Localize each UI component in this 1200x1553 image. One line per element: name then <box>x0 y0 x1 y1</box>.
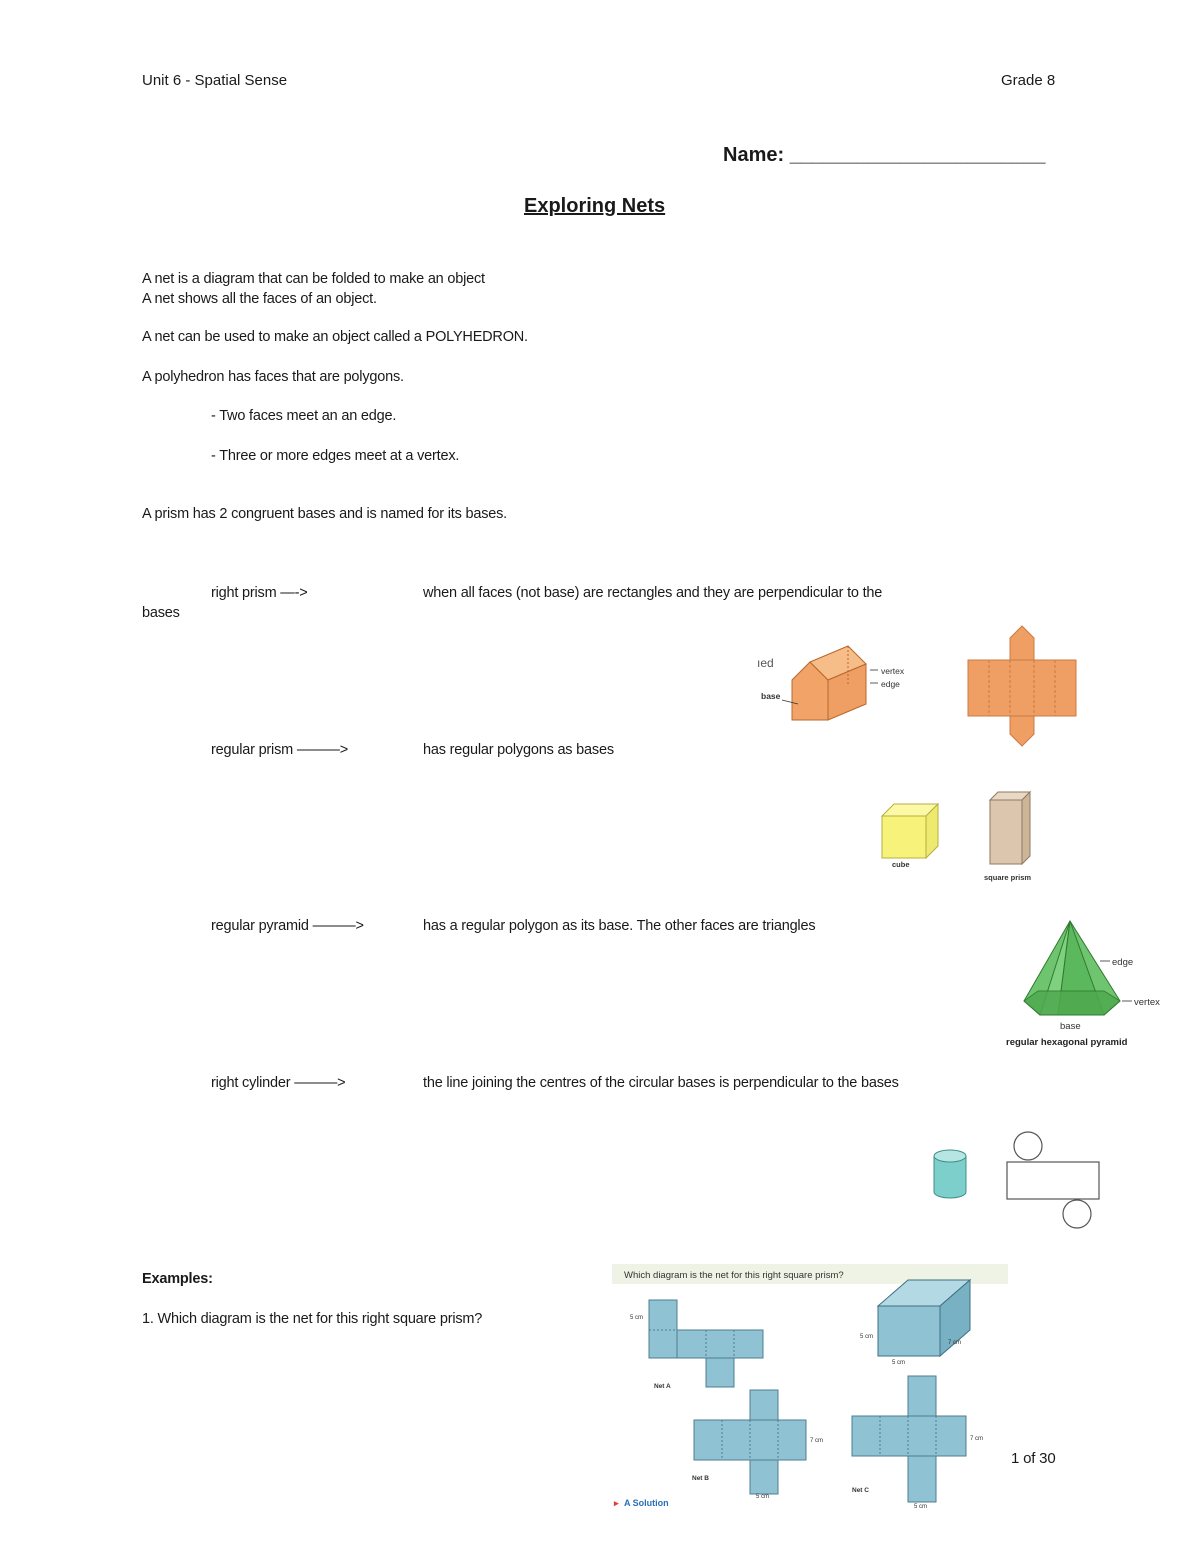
hexagonal-pyramid-illustration <box>1024 921 1120 1015</box>
right-prism-figure <box>752 620 1092 752</box>
cylinder-illustration <box>934 1150 966 1198</box>
prism-dim-width: 5 cm <box>892 1360 906 1366</box>
net-c-dim5: 5 cm <box>914 1504 928 1508</box>
page-number: 1 of 30 <box>1011 1450 1056 1467</box>
pyramid-figure <box>1000 915 1180 1055</box>
page-title: Exploring Nets <box>524 195 666 217</box>
cube-label: cube <box>892 860 910 869</box>
pyramid-caption: regular hexagonal pyramid <box>1006 1037 1128 1048</box>
desc-regular-prism: has regular polygons as bases <box>423 742 614 758</box>
square-prism-illustration <box>990 792 1030 864</box>
net-a-label: Net A <box>654 1383 671 1390</box>
net-b-label: Net B <box>692 1475 709 1482</box>
desc-regular-pyramid: has a regular polygon as its base. The other faces are triangles <box>423 918 816 934</box>
name-field-label: Name: _______________________ <box>723 144 1046 166</box>
pyramid-edge-label: edge <box>1112 957 1134 968</box>
example-figure-question: Which diagram is the net for this right square prism? <box>624 1270 844 1281</box>
desc-right-prism: when all faces (not base) are rectangles and they are perpendicular to the <box>423 585 883 601</box>
pyramid-base-label: base <box>1060 1021 1081 1032</box>
net-b <box>694 1390 806 1494</box>
intro-line-4: A polyhedron has faces that are polygons. <box>142 369 404 385</box>
prism-dim-length: 7 cm <box>948 1340 962 1346</box>
term-right-cylinder: right cylinder ———> <box>211 1075 346 1091</box>
prism-dim-height: 5 cm <box>860 1334 874 1340</box>
intro-line-3: A net can be used to make an object called a POLYHEDRON. <box>142 329 528 345</box>
net-a <box>649 1300 763 1387</box>
bullet-edge: - Two faces meet an an edge. <box>211 408 397 424</box>
desc-right-prism-cont: bases <box>142 605 180 621</box>
intro-line-2: A net shows all the faces of an object. <box>142 291 377 307</box>
desc-right-cylinder: the line joining the centres of the circular bases is perpendicular to the bases <box>423 1075 899 1091</box>
example-figure <box>612 1264 1008 1508</box>
pentagonal-prism-net <box>968 626 1076 746</box>
solution-marker: ▸ <box>614 1498 619 1508</box>
net-c <box>852 1376 966 1502</box>
cube-illustration <box>882 804 938 858</box>
pyramid-vertex-label: vertex <box>1134 997 1160 1008</box>
edge-label: edge <box>881 679 900 689</box>
bullet-vertex: - Three or more edges meet at a vertex. <box>211 448 460 464</box>
net-b-dim5: 5 cm <box>756 1494 770 1500</box>
cylinder-net <box>1007 1132 1099 1228</box>
term-regular-prism: regular prism ———> <box>211 742 349 758</box>
square-prism-label: square prism <box>984 873 1032 882</box>
unit-label: Unit 6 - Spatial Sense <box>142 72 288 89</box>
solution-label: A Solution <box>624 1498 669 1508</box>
net-a-dim: 5 cm <box>630 1315 644 1321</box>
examples-heading: Examples: <box>142 1271 213 1287</box>
vertex-label: vertex <box>881 666 905 676</box>
net-b-dim7: 7 cm <box>810 1438 824 1444</box>
example-question-1: 1. Which diagram is the net for this right square prism? <box>142 1311 483 1327</box>
net-c-label: Net C <box>852 1487 869 1494</box>
prism-definition: A prism has 2 congruent bases and is named for its bases. <box>142 506 507 522</box>
partial-label: ıed <box>757 656 774 670</box>
term-regular-pyramid: regular pyramid ———> <box>211 918 364 934</box>
pentagonal-prism-illustration <box>792 646 866 720</box>
base-label: base <box>761 691 781 701</box>
net-c-dim7: 7 cm <box>970 1436 984 1442</box>
term-right-prism: right prism —-> <box>211 585 308 601</box>
grade-label: Grade 8 <box>1001 72 1056 89</box>
intro-line-1: A net is a diagram that can be folded to make an object <box>142 271 485 287</box>
cylinder-figure <box>925 1128 1115 1232</box>
regular-prism-figure <box>870 780 1050 890</box>
